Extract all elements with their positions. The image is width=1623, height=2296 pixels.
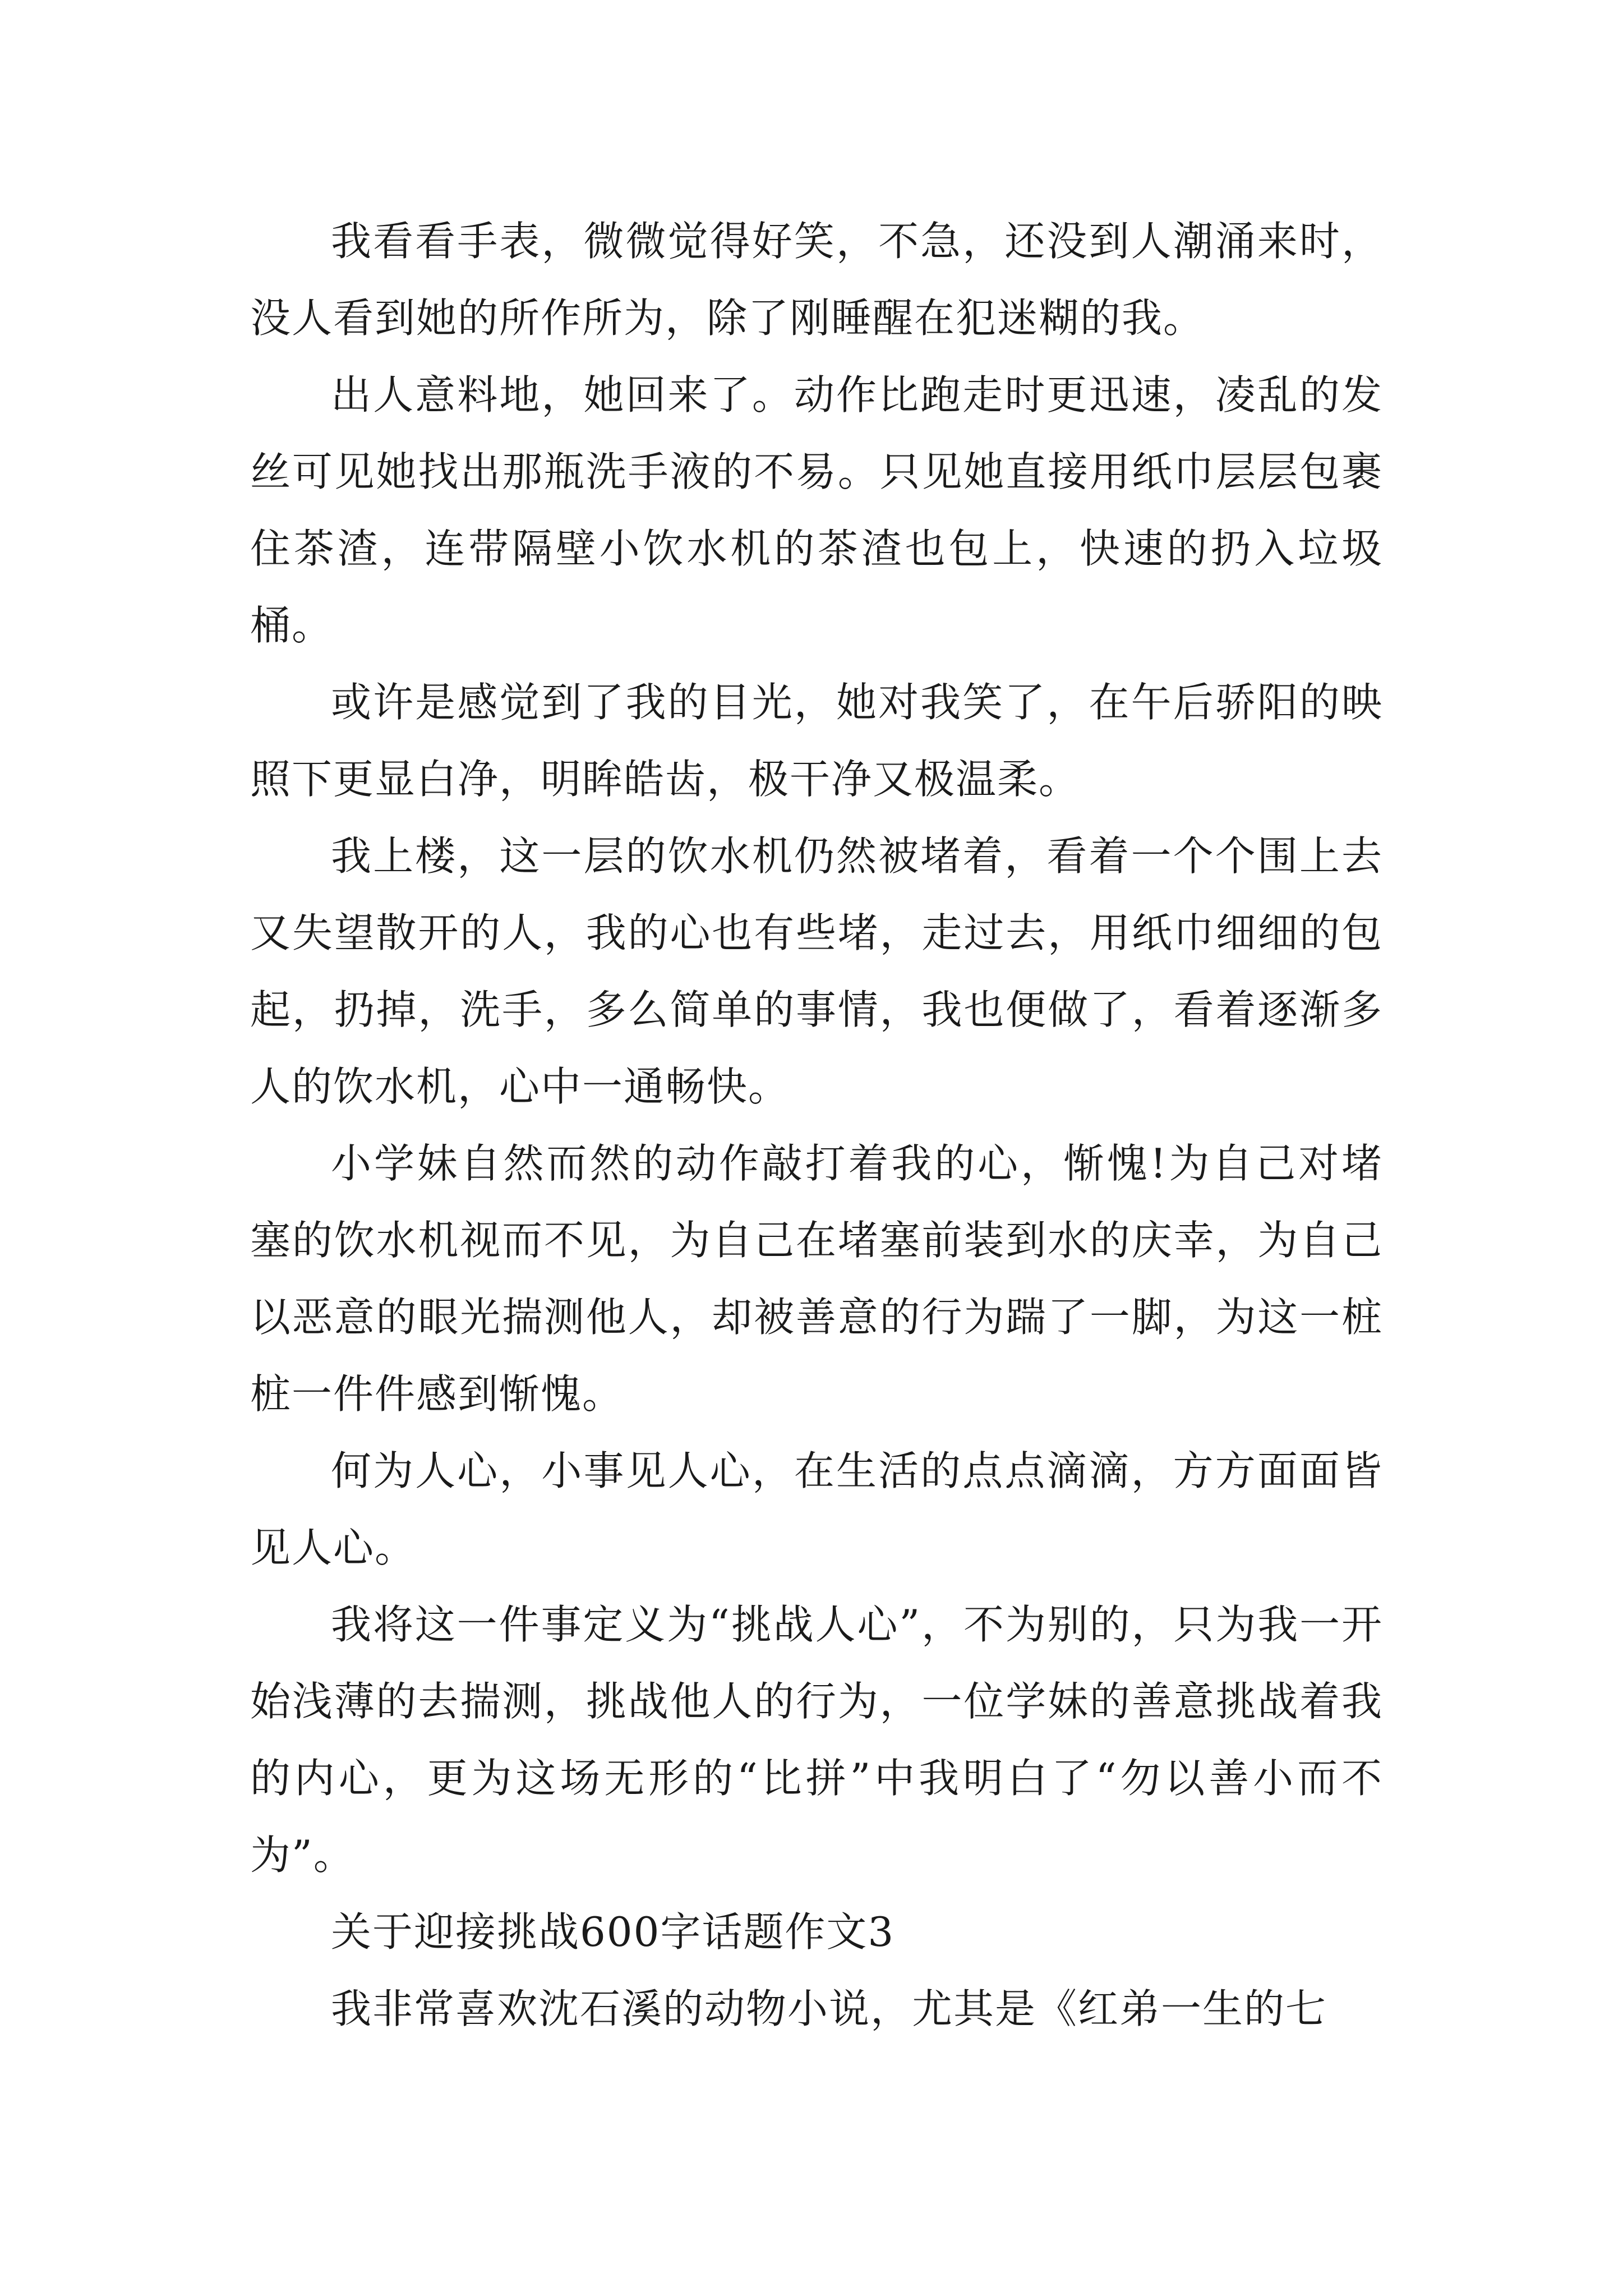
document-body: [250, 203, 1383, 2047]
paragraph-5: 小学妹自然而然的动作敲打着我的心，惭愧!为自己对堵塞的饮水机视而不见，为自己在堵塞前装到水的庆幸，为自己以恶意的眼光揣测他人，却被善意的行为踹了一脚，为这一桩桩一件件感到惭愧。: [250, 1140, 1383, 1418]
paragraph-6: 何为人心，小事见人心，在生活的点点滴滴，方方面面皆见人心。: [250, 1447, 1383, 1571]
paragraph-8: 我非常喜欢沈石溪的动物小说，尤其是《红弟一生的七: [331, 1985, 1327, 2032]
paragraph-4: 我上楼，这一层的饮水机仍然被堵着，看着一个个围上去又失望散开的人，我的心也有些堵，走过去，用纸巾细细的包起，扔掉，洗手，多么简单的事情，我也便做了，看着逐渐多人的饮水机，心中一通畅快。: [250, 832, 1383, 1110]
paragraph-1: 我看看手表，微微觉得好笑，不急，还没到人潮涌来时，没人看到她的所作所为，除了刚睡醒在犯迷糊的我。: [250, 218, 1383, 342]
paragraph-7: 我将这一件事定义为“挑战人心”，不为别的，只为我一开始浅薄的去揣测，挑战他人的行为，一位学妹的善意挑战着我的内心，更为这场无形的“比拼”中我明白了“勿以善小而不为”。: [250, 1601, 1383, 1879]
paragraph-3: 或许是感觉到了我的目光，她对我笑了，在午后骄阳的映照下更显白净，明眸皓齿，极干净又极温柔。: [250, 679, 1383, 803]
section-heading: 关于迎接挑战600字话题作文3: [331, 1908, 895, 1955]
paragraph-2: 出人意料地，她回来了。动作比跑走时更迅速，凌乱的发丝可见她找出那瓶洗手液的不易。只见她直接用纸巾层层包裹住茶渣，连带隔壁小饮水机的茶渣也包上，快速的扔入垃圾桶。: [250, 371, 1383, 649]
